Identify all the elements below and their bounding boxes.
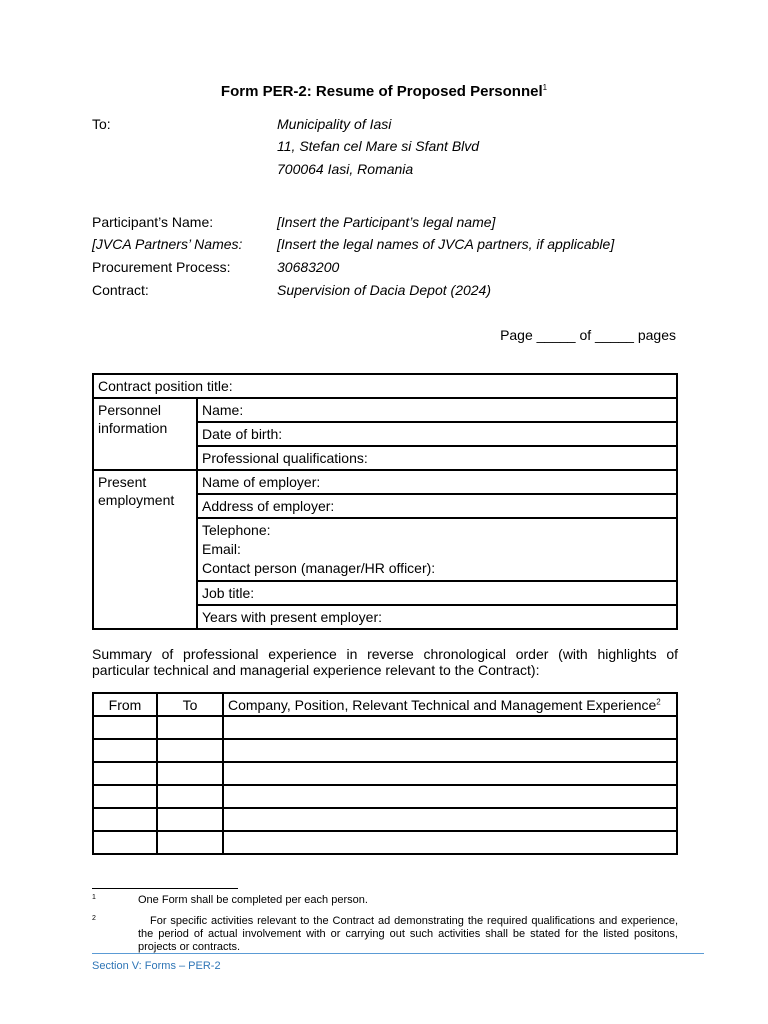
experience-cell[interactable] bbox=[223, 808, 677, 831]
table-row bbox=[93, 831, 677, 854]
experience-header-row bbox=[93, 693, 677, 716]
footnote-1-text: One Form shall be completed per each person. bbox=[138, 894, 368, 906]
table-row bbox=[93, 785, 677, 808]
present-employment-group: Present employment bbox=[93, 470, 197, 629]
telephone-label: Telephone: bbox=[202, 522, 271, 538]
procurement-process-label: Procurement Process: bbox=[92, 259, 231, 275]
experience-cell[interactable] bbox=[223, 831, 677, 854]
table-row bbox=[93, 716, 677, 739]
contact-details-cell[interactable] bbox=[197, 518, 677, 581]
procurement-process-value: 30683200 bbox=[277, 259, 340, 275]
table-row bbox=[93, 739, 677, 762]
experience-header: Company, Position, Relevant Technical and Management Experience$^2$ bbox=[223, 693, 677, 716]
experience-cell[interactable] bbox=[223, 739, 677, 762]
from-cell[interactable] bbox=[93, 739, 157, 762]
to-cell[interactable] bbox=[157, 785, 223, 808]
personnel-information-group: Personnel information bbox=[93, 398, 197, 470]
jvca-partners-label: [JVCA Partners’ Names: bbox=[92, 236, 243, 252]
footer-divider bbox=[92, 953, 704, 954]
job-title-cell[interactable]: Job title: bbox=[197, 581, 677, 605]
personnel-table bbox=[92, 373, 678, 630]
footnote-1-mark: 1 bbox=[92, 894, 96, 901]
footnote-divider bbox=[92, 888, 238, 889]
from-cell[interactable] bbox=[93, 785, 157, 808]
from-cell[interactable] bbox=[93, 716, 157, 739]
experience-cell[interactable] bbox=[223, 785, 677, 808]
employer-name-cell[interactable]: Name of employer: bbox=[197, 470, 677, 494]
position-title-cell[interactable]: Contract position title: bbox=[93, 374, 677, 398]
to-cell[interactable] bbox=[157, 762, 223, 785]
contract-label: Contract: bbox=[92, 282, 149, 298]
contract-value: Supervision of Dacia Depot (2024) bbox=[277, 282, 492, 298]
title-footnote-marker: 1 bbox=[542, 83, 548, 92]
from-header: From bbox=[93, 693, 157, 716]
to-header: To bbox=[157, 693, 223, 716]
name-cell[interactable]: Name: bbox=[197, 398, 677, 422]
experience-table bbox=[92, 692, 678, 855]
table-row bbox=[93, 808, 677, 831]
from-cell[interactable] bbox=[93, 831, 157, 854]
email-label: Email: bbox=[202, 541, 241, 557]
participant-name-value: [Insert the Participant’s legal name] bbox=[277, 214, 496, 230]
years-with-employer-cell[interactable]: Years with present employer: bbox=[197, 605, 677, 629]
footnote-2-text: For specific activities relevant to the Contract ad demonstrating the required qualifications and experience, the period of actual involvement with or carrying out such activities shall be stated for the listed positons, projects or contracts. bbox=[138, 915, 678, 953]
to-label: To: bbox=[92, 116, 111, 132]
address-line-1: Municipality of Iasi bbox=[277, 116, 392, 132]
page-count-line: Page _____ of _____ pages bbox=[500, 327, 676, 343]
jvca-partners-value: [Insert the legal names of JVCA partners, if applicable] bbox=[277, 236, 615, 252]
experience-summary-text: Summary of professional experience in reverse chronological order (with highlights of particular technical and managerial experience relevant to the Contract): bbox=[92, 646, 678, 678]
footnote-2-mark: 2 bbox=[92, 915, 96, 922]
from-cell[interactable] bbox=[93, 762, 157, 785]
address-line-3: 700064 Iasi, Romania bbox=[277, 161, 414, 177]
contact-person-label: Contact person (manager/HR officer): bbox=[202, 560, 436, 576]
qualifications-cell[interactable]: Professional qualifications: bbox=[197, 446, 677, 470]
page-footer: Section V: Forms – PER-2 bbox=[92, 960, 221, 972]
experience-footnote-marker: 2 bbox=[656, 696, 661, 706]
from-cell[interactable] bbox=[93, 808, 157, 831]
date-of-birth-cell[interactable]: Date of birth: bbox=[197, 422, 677, 446]
to-cell[interactable] bbox=[157, 739, 223, 762]
experience-cell[interactable] bbox=[223, 762, 677, 785]
to-cell[interactable] bbox=[157, 716, 223, 739]
form-title: Form PER-2: Resume of Proposed Personnel$^1$ bbox=[220, 83, 548, 100]
to-cell[interactable] bbox=[157, 808, 223, 831]
employer-address-cell[interactable]: Address of employer: bbox=[197, 494, 677, 518]
to-cell[interactable] bbox=[157, 831, 223, 854]
experience-cell[interactable] bbox=[223, 716, 677, 739]
table-row bbox=[93, 762, 677, 785]
participant-name-label: Participant’s Name: bbox=[92, 214, 214, 230]
address-line-2: 11, Stefan cel Mare si Sfant Blvd bbox=[277, 138, 480, 154]
